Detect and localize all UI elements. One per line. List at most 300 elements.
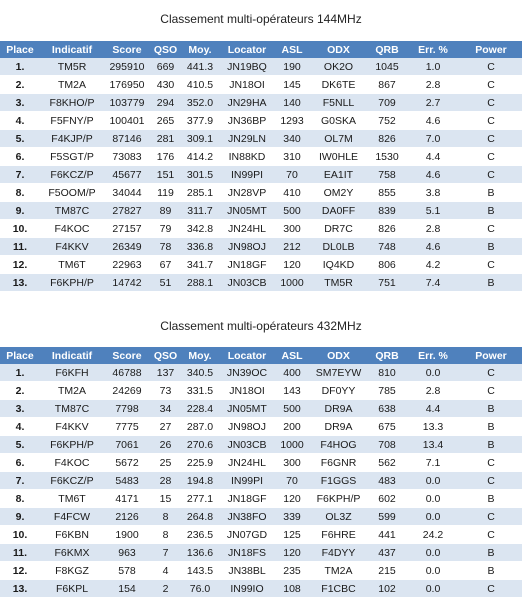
- cell-qrb: 758: [368, 166, 406, 184]
- table-body: [0, 364, 522, 598]
- cell-odx: IW0HLE: [309, 148, 368, 166]
- table-row: [0, 184, 522, 202]
- cell-power: B: [460, 544, 522, 562]
- cell-qrb: 855: [368, 184, 406, 202]
- cell-avg: 264.8: [181, 508, 219, 526]
- cell-asl: 70: [275, 166, 309, 184]
- cell-callsign: TM6T: [40, 490, 104, 508]
- cell-power: B: [460, 238, 522, 256]
- cell-odx: OL3Z: [309, 508, 368, 526]
- cell-score: 46788: [104, 364, 150, 382]
- table-title-432mhz: Classement multi-opérateurs 432MHz: [160, 319, 362, 333]
- cell-qso: 137: [150, 364, 181, 382]
- cell-score: 26349: [104, 238, 150, 256]
- cell-power: B: [460, 274, 522, 292]
- cell-place: 2.: [0, 382, 40, 400]
- table-row: [0, 508, 522, 526]
- cell-qso: 28: [150, 472, 181, 490]
- cell-power: C: [460, 364, 522, 382]
- cell-locator: JN19BQ: [219, 58, 275, 76]
- column-header-asl: ASL: [275, 347, 309, 364]
- cell-callsign: TM2A: [40, 76, 104, 94]
- cell-qrb: 826: [368, 220, 406, 238]
- cell-score: 73083: [104, 148, 150, 166]
- column-header-locator: Locator: [219, 347, 275, 364]
- cell-qso: 26: [150, 436, 181, 454]
- cell-asl: 1000: [275, 274, 309, 292]
- cell-score: 7061: [104, 436, 150, 454]
- table-row: [0, 562, 522, 580]
- cell-callsign: F6KCZ/P: [40, 472, 104, 490]
- cell-error-pct: 4.2: [406, 256, 460, 274]
- cell-qso: 51: [150, 274, 181, 292]
- cell-qso: 4: [150, 562, 181, 580]
- cell-callsign: F6KPH/P: [40, 274, 104, 292]
- cell-avg: 311.7: [181, 202, 219, 220]
- cell-odx: DL0LB: [309, 238, 368, 256]
- cell-locator: IN99IO: [219, 580, 275, 598]
- cell-avg: 228.4: [181, 400, 219, 418]
- cell-score: 7775: [104, 418, 150, 436]
- cell-odx: OK2O: [309, 58, 368, 76]
- table-row: [0, 130, 522, 148]
- cell-error-pct: 2.7: [406, 94, 460, 112]
- cell-error-pct: 5.1: [406, 202, 460, 220]
- table-row: [0, 58, 522, 76]
- column-header-qso: QSO: [150, 347, 181, 364]
- cell-locator: JN18FS: [219, 544, 275, 562]
- cell-avg: 309.1: [181, 130, 219, 148]
- cell-locator: JN18OI: [219, 382, 275, 400]
- table-row: [0, 544, 522, 562]
- cell-locator: JN24HL: [219, 220, 275, 238]
- table-row: [0, 526, 522, 544]
- column-header-qso: QSO: [150, 41, 181, 58]
- cell-locator: JN07GD: [219, 526, 275, 544]
- cell-odx: F1CBC: [309, 580, 368, 598]
- cell-qrb: 638: [368, 400, 406, 418]
- cell-asl: 300: [275, 220, 309, 238]
- cell-place: 12.: [0, 256, 40, 274]
- column-header-score: Score: [104, 347, 150, 364]
- cell-asl: 500: [275, 202, 309, 220]
- cell-score: 22963: [104, 256, 150, 274]
- column-header-place: Place: [0, 41, 40, 58]
- cell-avg: 277.1: [181, 490, 219, 508]
- cell-odx: OM2Y: [309, 184, 368, 202]
- cell-score: 5672: [104, 454, 150, 472]
- table-row: [0, 400, 522, 418]
- cell-odx: DA0FF: [309, 202, 368, 220]
- cell-odx: EA1IT: [309, 166, 368, 184]
- cell-place: 8.: [0, 184, 40, 202]
- cell-qrb: 483: [368, 472, 406, 490]
- cell-locator: JN28VP: [219, 184, 275, 202]
- cell-avg: 225.9: [181, 454, 219, 472]
- cell-callsign: F6KPL: [40, 580, 104, 598]
- cell-locator: JN24HL: [219, 454, 275, 472]
- cell-qrb: 867: [368, 76, 406, 94]
- cell-odx: DR7C: [309, 220, 368, 238]
- cell-asl: 125: [275, 526, 309, 544]
- cell-callsign: F4KKV: [40, 418, 104, 436]
- column-header-callsign: Indicatif: [40, 41, 104, 58]
- cell-asl: 500: [275, 400, 309, 418]
- cell-locator: JN39OC: [219, 364, 275, 382]
- cell-locator: JN98OJ: [219, 418, 275, 436]
- cell-asl: 120: [275, 490, 309, 508]
- table-row: [0, 202, 522, 220]
- cell-qso: 78: [150, 238, 181, 256]
- cell-odx: TM5R: [309, 274, 368, 292]
- cell-odx: F6HRE: [309, 526, 368, 544]
- ranking-table-144mhz: [0, 41, 522, 292]
- cell-error-pct: 7.1: [406, 454, 460, 472]
- cell-place: 2.: [0, 76, 40, 94]
- cell-qrb: 748: [368, 238, 406, 256]
- cell-power: C: [460, 130, 522, 148]
- cell-avg: 414.2: [181, 148, 219, 166]
- cell-asl: 200: [275, 418, 309, 436]
- table-row: [0, 580, 522, 598]
- cell-locator: JN98OJ: [219, 238, 275, 256]
- cell-place: 3.: [0, 400, 40, 418]
- cell-callsign: TM6T: [40, 256, 104, 274]
- cell-callsign: TM87C: [40, 202, 104, 220]
- cell-callsign: F6KPH/P: [40, 436, 104, 454]
- cell-avg: 194.8: [181, 472, 219, 490]
- cell-qso: 25: [150, 454, 181, 472]
- cell-odx: F4DYY: [309, 544, 368, 562]
- cell-callsign: F6KCZ/P: [40, 166, 104, 184]
- cell-qrb: 102: [368, 580, 406, 598]
- cell-qrb: 708: [368, 436, 406, 454]
- cell-error-pct: 2.8: [406, 382, 460, 400]
- column-header-score: Score: [104, 41, 150, 58]
- cell-power: C: [460, 526, 522, 544]
- cell-power: C: [460, 382, 522, 400]
- cell-odx: DR9A: [309, 400, 368, 418]
- cell-power: C: [460, 58, 522, 76]
- cell-error-pct: 4.4: [406, 148, 460, 166]
- column-header-qrb: QRB: [368, 347, 406, 364]
- cell-callsign: TM87C: [40, 400, 104, 418]
- cell-error-pct: 4.6: [406, 112, 460, 130]
- cell-locator: JN38FO: [219, 508, 275, 526]
- cell-avg: 341.7: [181, 256, 219, 274]
- table-row: [0, 436, 522, 454]
- cell-error-pct: 7.4: [406, 274, 460, 292]
- cell-asl: 400: [275, 364, 309, 382]
- cell-power: C: [460, 166, 522, 184]
- cell-power: C: [460, 454, 522, 472]
- table-row: [0, 220, 522, 238]
- cell-asl: 143: [275, 382, 309, 400]
- cell-power: B: [460, 418, 522, 436]
- table-row: [0, 364, 522, 382]
- cell-avg: 285.1: [181, 184, 219, 202]
- cell-asl: 70: [275, 472, 309, 490]
- cell-qrb: 441: [368, 526, 406, 544]
- cell-place: 7.: [0, 166, 40, 184]
- cell-score: 295910: [104, 58, 150, 76]
- cell-locator: IN99PI: [219, 472, 275, 490]
- cell-asl: 235: [275, 562, 309, 580]
- cell-locator: JN03CB: [219, 436, 275, 454]
- ranking-table-432mhz: [0, 347, 522, 598]
- cell-odx: F5NLL: [309, 94, 368, 112]
- cell-locator: JN18GF: [219, 490, 275, 508]
- cell-error-pct: 0.0: [406, 562, 460, 580]
- cell-qso: 34: [150, 400, 181, 418]
- cell-error-pct: 4.4: [406, 400, 460, 418]
- cell-qso: 2: [150, 580, 181, 598]
- cell-odx: G0SKA: [309, 112, 368, 130]
- cell-score: 34044: [104, 184, 150, 202]
- cell-locator: JN05MT: [219, 400, 275, 418]
- cell-asl: 145: [275, 76, 309, 94]
- cell-asl: 340: [275, 130, 309, 148]
- cell-power: C: [460, 220, 522, 238]
- cell-error-pct: 3.8: [406, 184, 460, 202]
- column-header-error-pct: Err. %: [406, 41, 460, 58]
- cell-qrb: 826: [368, 130, 406, 148]
- cell-callsign: F4KOC: [40, 454, 104, 472]
- cell-power: C: [460, 112, 522, 130]
- cell-place: 5.: [0, 436, 40, 454]
- cell-avg: 410.5: [181, 76, 219, 94]
- cell-odx: F6GNR: [309, 454, 368, 472]
- cell-score: 87146: [104, 130, 150, 148]
- cell-place: 7.: [0, 472, 40, 490]
- cell-callsign: F8KGZ: [40, 562, 104, 580]
- cell-qso: 8: [150, 508, 181, 526]
- cell-odx: TM2A: [309, 562, 368, 580]
- cell-place: 11.: [0, 238, 40, 256]
- cell-locator: JN36BP: [219, 112, 275, 130]
- cell-power: C: [460, 148, 522, 166]
- cell-power: B: [460, 490, 522, 508]
- table-title-144mhz: Classement multi-opérateurs 144MHz: [160, 12, 362, 26]
- cell-qso: 8: [150, 526, 181, 544]
- cell-error-pct: 24.2: [406, 526, 460, 544]
- cell-place: 13.: [0, 274, 40, 292]
- cell-avg: 288.1: [181, 274, 219, 292]
- cell-avg: 331.5: [181, 382, 219, 400]
- cell-locator: IN99PI: [219, 166, 275, 184]
- cell-score: 7798: [104, 400, 150, 418]
- column-header-locator: Locator: [219, 41, 275, 58]
- cell-locator: JN05MT: [219, 202, 275, 220]
- column-header-place: Place: [0, 347, 40, 364]
- table-row: [0, 256, 522, 274]
- cell-error-pct: 4.6: [406, 238, 460, 256]
- cell-error-pct: 1.0: [406, 58, 460, 76]
- cell-score: 1900: [104, 526, 150, 544]
- cell-qrb: 752: [368, 112, 406, 130]
- cell-power: C: [460, 94, 522, 112]
- cell-callsign: F4KKV: [40, 238, 104, 256]
- cell-odx: DR9A: [309, 418, 368, 436]
- cell-qso: 89: [150, 202, 181, 220]
- cell-qso: 119: [150, 184, 181, 202]
- cell-avg: 76.0: [181, 580, 219, 598]
- cell-avg: 340.5: [181, 364, 219, 382]
- table-row: [0, 94, 522, 112]
- cell-power: C: [460, 76, 522, 94]
- cell-power: C: [460, 256, 522, 274]
- cell-qrb: 562: [368, 454, 406, 472]
- cell-odx: F4HOG: [309, 436, 368, 454]
- cell-score: 27157: [104, 220, 150, 238]
- cell-qrb: 839: [368, 202, 406, 220]
- cell-qrb: 602: [368, 490, 406, 508]
- cell-error-pct: 13.3: [406, 418, 460, 436]
- cell-place: 13.: [0, 580, 40, 598]
- cell-error-pct: 4.6: [406, 166, 460, 184]
- cell-place: 9.: [0, 202, 40, 220]
- cell-qrb: 1530: [368, 148, 406, 166]
- column-header-asl: ASL: [275, 41, 309, 58]
- cell-score: 154: [104, 580, 150, 598]
- cell-power: B: [460, 400, 522, 418]
- cell-avg: 136.6: [181, 544, 219, 562]
- cell-qrb: 1045: [368, 58, 406, 76]
- table-row: [0, 112, 522, 130]
- cell-score: 963: [104, 544, 150, 562]
- cell-score: 2126: [104, 508, 150, 526]
- cell-power: C: [460, 472, 522, 490]
- cell-place: 4.: [0, 112, 40, 130]
- cell-asl: 310: [275, 148, 309, 166]
- cell-odx: F1GGS: [309, 472, 368, 490]
- cell-place: 6.: [0, 454, 40, 472]
- column-header-qrb: QRB: [368, 41, 406, 58]
- cell-callsign: F5FNY/P: [40, 112, 104, 130]
- cell-score: 103779: [104, 94, 150, 112]
- column-header-power: Power: [460, 41, 522, 58]
- cell-callsign: F5SGT/P: [40, 148, 104, 166]
- cell-error-pct: 0.0: [406, 472, 460, 490]
- table-header-row: [0, 347, 522, 364]
- cell-place: 6.: [0, 148, 40, 166]
- cell-score: 27827: [104, 202, 150, 220]
- cell-place: 8.: [0, 490, 40, 508]
- cell-qso: 176: [150, 148, 181, 166]
- cell-asl: 300: [275, 454, 309, 472]
- cell-qso: 79: [150, 220, 181, 238]
- cell-qrb: 751: [368, 274, 406, 292]
- cell-place: 4.: [0, 418, 40, 436]
- cell-score: 14742: [104, 274, 150, 292]
- cell-qso: 15: [150, 490, 181, 508]
- cell-error-pct: 0.0: [406, 364, 460, 382]
- cell-qso: 151: [150, 166, 181, 184]
- cell-locator: JN29LN: [219, 130, 275, 148]
- cell-odx: OL7M: [309, 130, 368, 148]
- cell-odx: DK6TE: [309, 76, 368, 94]
- cell-qso: 7: [150, 544, 181, 562]
- table-body: [0, 58, 522, 292]
- cell-callsign: F8KHO/P: [40, 94, 104, 112]
- cell-error-pct: 7.0: [406, 130, 460, 148]
- cell-callsign: F4KJP/P: [40, 130, 104, 148]
- cell-odx: F6KPH/P: [309, 490, 368, 508]
- cell-qrb: 437: [368, 544, 406, 562]
- cell-asl: 339: [275, 508, 309, 526]
- cell-error-pct: 0.0: [406, 544, 460, 562]
- table-row: [0, 382, 522, 400]
- cell-score: 24269: [104, 382, 150, 400]
- cell-qso: 669: [150, 58, 181, 76]
- cell-callsign: F6KMX: [40, 544, 104, 562]
- cell-callsign: F5OOM/P: [40, 184, 104, 202]
- cell-score: 100401: [104, 112, 150, 130]
- cell-asl: 410: [275, 184, 309, 202]
- cell-locator: JN18OI: [219, 76, 275, 94]
- cell-locator: JN18GF: [219, 256, 275, 274]
- cell-asl: 190: [275, 58, 309, 76]
- cell-callsign: F4FCW: [40, 508, 104, 526]
- cell-place: 3.: [0, 94, 40, 112]
- cell-qso: 27: [150, 418, 181, 436]
- cell-avg: 336.8: [181, 238, 219, 256]
- cell-avg: 342.8: [181, 220, 219, 238]
- cell-avg: 270.6: [181, 436, 219, 454]
- table-row: [0, 76, 522, 94]
- cell-error-pct: 0.0: [406, 490, 460, 508]
- cell-place: 12.: [0, 562, 40, 580]
- cell-place: 10.: [0, 526, 40, 544]
- table-row: [0, 148, 522, 166]
- cell-locator: IN88KD: [219, 148, 275, 166]
- cell-avg: 441.3: [181, 58, 219, 76]
- column-header-callsign: Indicatif: [40, 347, 104, 364]
- cell-locator: JN38BL: [219, 562, 275, 580]
- cell-avg: 287.0: [181, 418, 219, 436]
- cell-error-pct: 2.8: [406, 76, 460, 94]
- cell-asl: 1000: [275, 436, 309, 454]
- cell-qso: 294: [150, 94, 181, 112]
- table-row: [0, 166, 522, 184]
- table-header-row: [0, 41, 522, 58]
- cell-score: 4171: [104, 490, 150, 508]
- table-row: [0, 472, 522, 490]
- cell-qrb: 599: [368, 508, 406, 526]
- cell-score: 578: [104, 562, 150, 580]
- cell-power: B: [460, 562, 522, 580]
- cell-power: B: [460, 436, 522, 454]
- table-row: [0, 418, 522, 436]
- cell-power: C: [460, 580, 522, 598]
- cell-asl: 120: [275, 256, 309, 274]
- column-header-avg: Moy.: [181, 41, 219, 58]
- cell-qrb: 810: [368, 364, 406, 382]
- cell-qrb: 675: [368, 418, 406, 436]
- cell-asl: 140: [275, 94, 309, 112]
- cell-asl: 212: [275, 238, 309, 256]
- cell-place: 5.: [0, 130, 40, 148]
- cell-odx: IQ4KD: [309, 256, 368, 274]
- cell-callsign: TM2A: [40, 382, 104, 400]
- table-row: [0, 490, 522, 508]
- cell-qso: 265: [150, 112, 181, 130]
- cell-qrb: 785: [368, 382, 406, 400]
- cell-place: 9.: [0, 508, 40, 526]
- cell-callsign: F6KBN: [40, 526, 104, 544]
- cell-locator: JN29HA: [219, 94, 275, 112]
- cell-odx: DF0YY: [309, 382, 368, 400]
